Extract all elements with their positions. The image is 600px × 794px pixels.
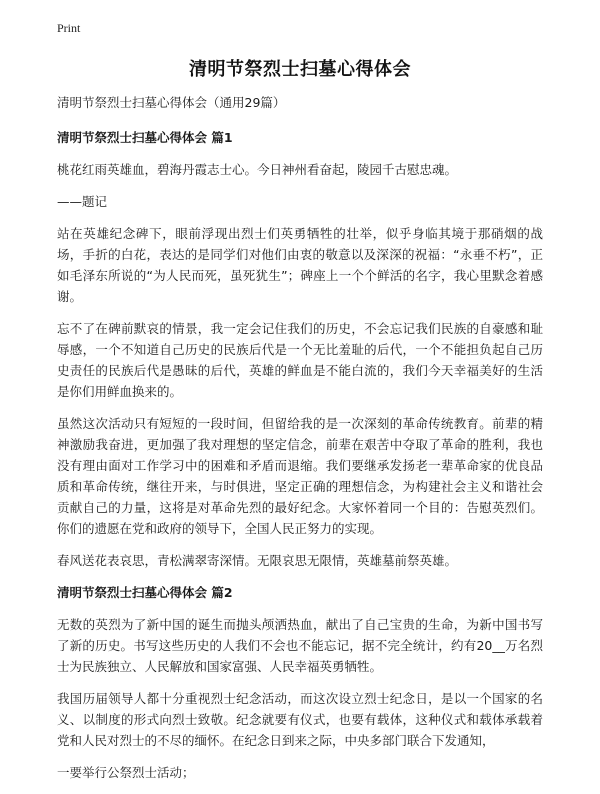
paragraph: 忘不了在碑前默哀的情景，我一定会记住我们的历史，不会忘记我们民族的自豪感和耻辱感，一个不知道自己历史的民族后代是一个无比羞耻的后代，一个不能担负起自己历史责任的民族后代是愚昧的后代，英雄的鲜血是不能白流的，我们今天幸福美好的生活是你们用鲜血换来的。 (57, 321, 543, 399)
paragraph: 春风送花表哀思，青松满翠寄深情。无限哀思无限情，英雄墓前祭英雄。 (57, 553, 458, 568)
page-title: 清明节祭烈士扫墓心得体会 (189, 59, 411, 80)
paragraph: 站在英雄纪念碑下，眼前浮现出烈士们英勇牺牲的壮举，似乎身临其境于那硝烟的战场，手折的白花，表达的是同学们对他们由衷的敬意以及深深的祝福：“永垂不朽”，正如毛泽东所说的“为人民而死，虽死犹生”；碑座上一个个鲜活的名字，我心里默念着感谢。 (57, 226, 543, 304)
print-link[interactable]: Print (57, 21, 81, 35)
section-heading: 清明节祭烈士扫墓心得体会 篇1 (57, 130, 233, 145)
article-subtitle: 清明节祭烈士扫墓心得体会（通用29篇） (57, 95, 286, 110)
paragraph: 桃花红雨英雄血，碧海丹霞志士心。今日神州看奋起，陵园千古慰忠魂。 (57, 162, 458, 177)
paragraph: 虽然这次活动只有短短的一段时间，但留给我的是一次深刻的革命传统教育。前辈的精神激励我奋进，更加强了我对理想的坚定信念，前辈在艰苦中夺取了革命的胜利，我也没有理由面对工作学习中的困难和矛盾而退缩。我们要继承发扬老一辈革命家的优良品质和革命传统，继往开来，与时俱进，坚定正确的理想信念，为构建社会主义和谐社会贡献自己的力量，这将是对革命先烈的最好纪念。大家怀着同一个目的：告慰英烈们。你们的遗愿在党和政府的领导下，全国人民正努力的实现。 (57, 416, 543, 536)
paragraph: 无数的英烈为了新中国的诞生而抛头颅洒热血，献出了自己宝贵的生命，为新中国书写了新的历史。书写这些历史的人我们不会也不能忘记，据不完全统计，约有20__万名烈士为民族独立、人民解放和国家富强、人民幸福英勇牺牲。 (57, 617, 543, 674)
paragraph: ——题记 (57, 194, 108, 209)
section-1 (57, 127, 543, 571)
paragraph: 我国历届领导人都十分重视烈士纪念活动，而这次设立烈士纪念日，是以一个国家的名义、以制度的形式向烈士致敬。纪念就要有仪式，也要有载体，这种仪式和载体承载着党和人民对烈士的不尽的缅怀。在纪念日到来之际，中央多部门联合下发通知， (57, 691, 543, 748)
section-heading: 清明节祭烈士扫墓心得体会 篇2 (57, 585, 233, 600)
paragraph: 一要举行公祭烈士活动； (57, 765, 195, 780)
section-2 (57, 582, 543, 783)
article-body (57, 92, 543, 794)
